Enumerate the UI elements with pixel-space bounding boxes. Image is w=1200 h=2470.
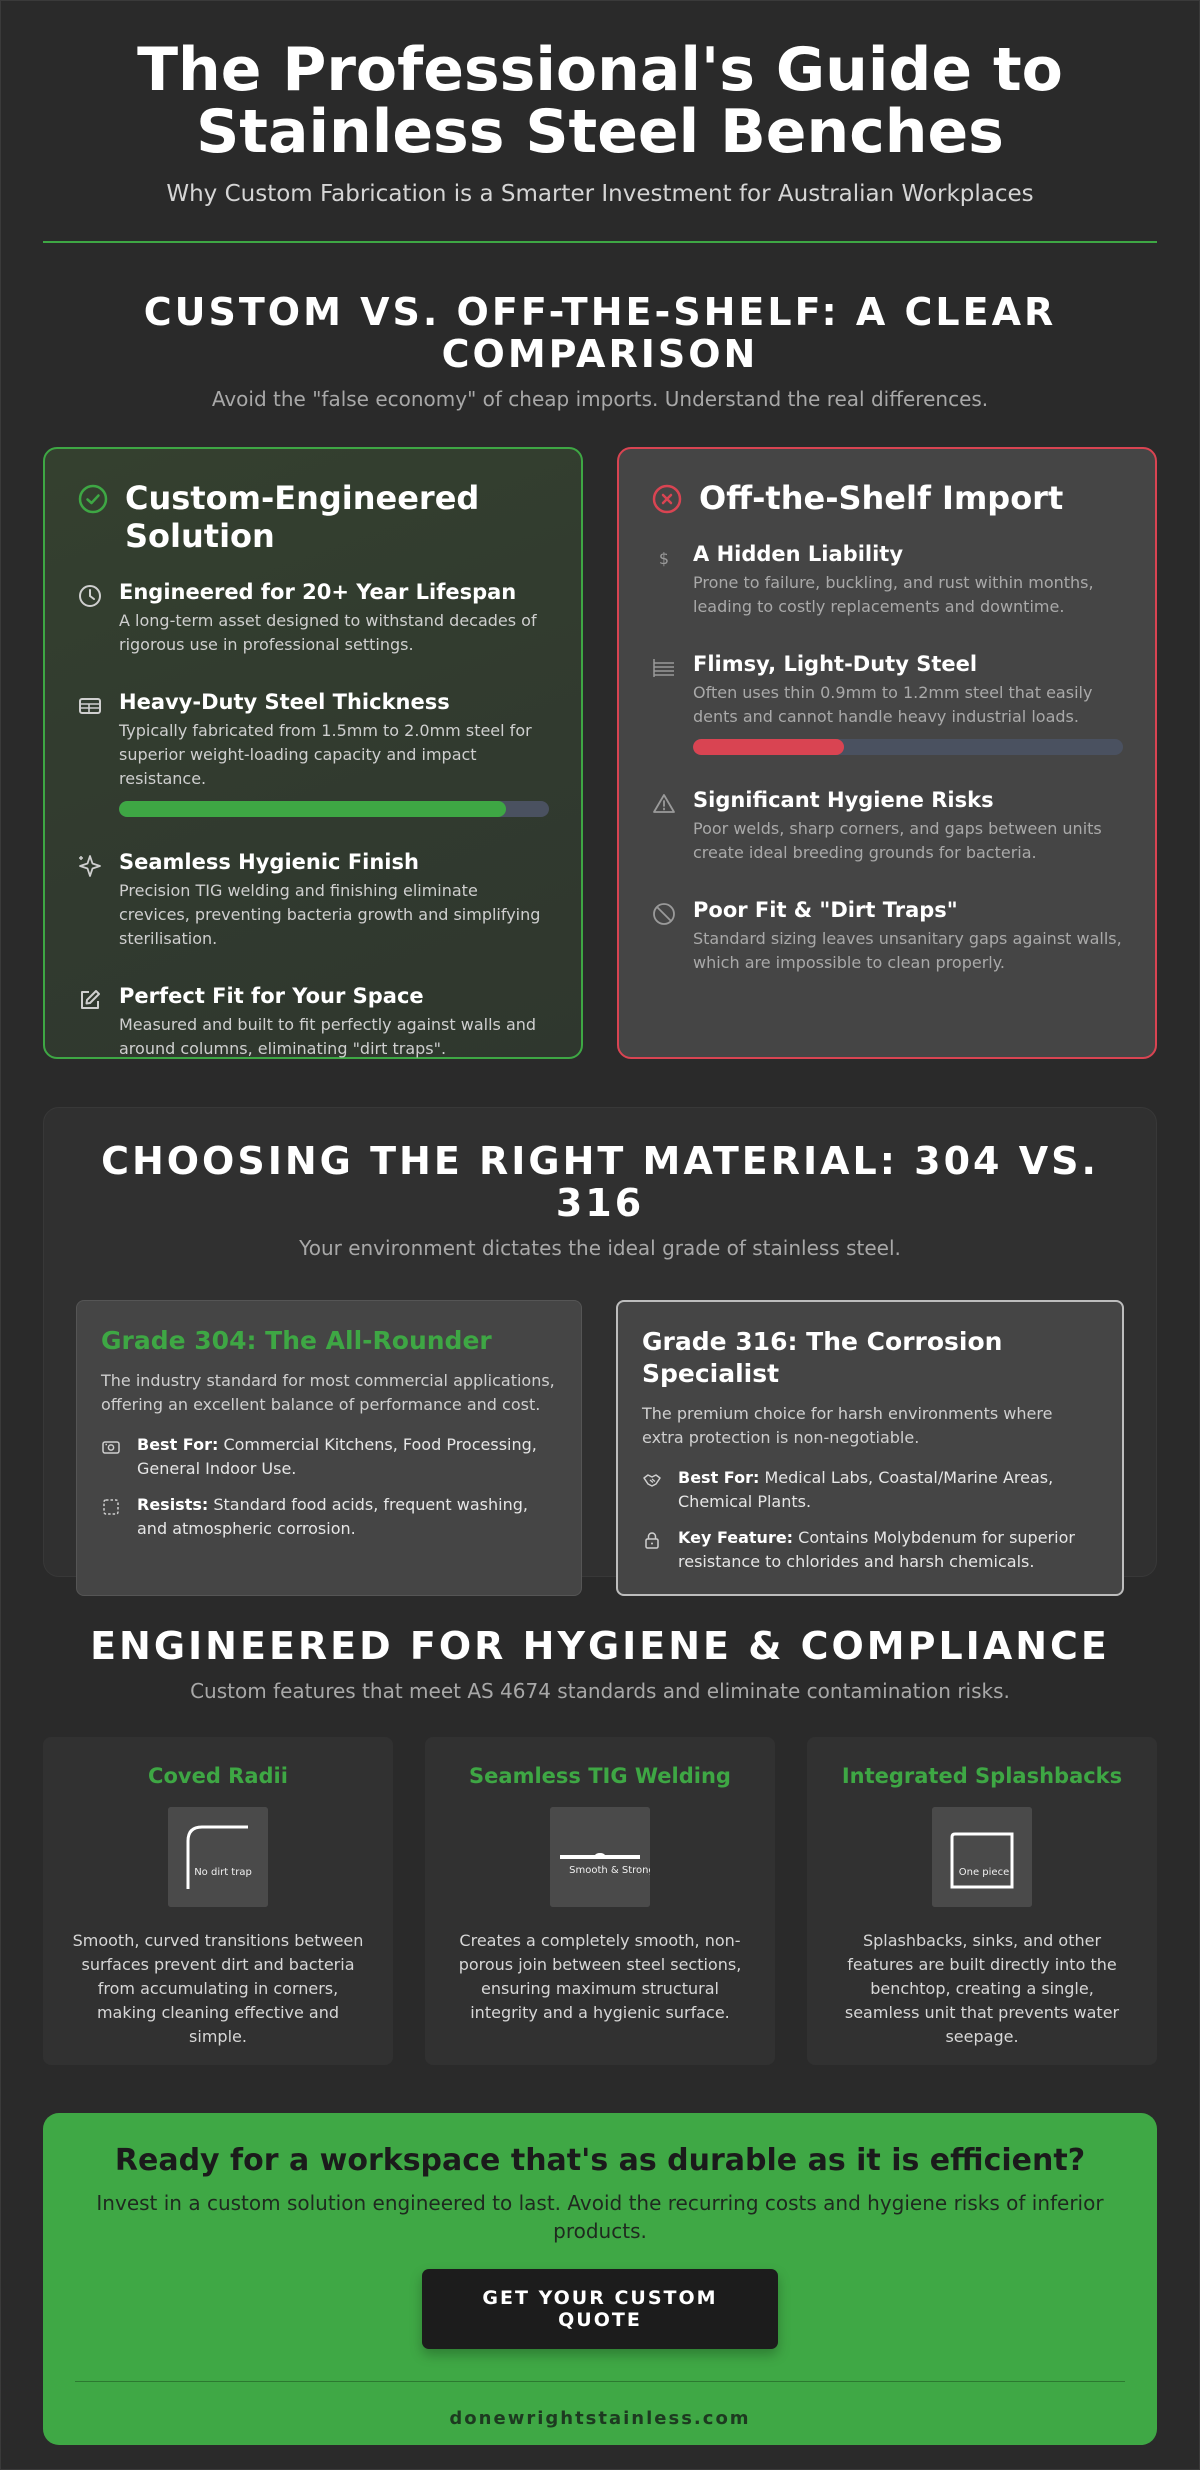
custom-item: [77, 849, 549, 951]
grade-316-key-feature: [642, 1526, 1098, 1574]
import-card: [617, 447, 1157, 1059]
appliance-icon: [101, 1437, 121, 1457]
light-steel-bar-fill: [693, 739, 844, 755]
feature-card-desc: Splashbacks, sinks, and other features are built directly into the benchtop, creating a single, seamless unit that prevents water seepage.: [844, 1931, 1120, 2046]
dashed-square-icon: [101, 1497, 121, 1517]
warning-icon: [651, 791, 677, 817]
coved-icon-label: No dirt trap: [194, 1867, 252, 1878]
hygiene-subtitle: Custom features that meet AS 4674 standards and eliminate contamination risks.: [190, 1679, 1010, 1703]
feature-card-splashbacks: [807, 1737, 1157, 2065]
lock-icon: [642, 1530, 662, 1550]
grade-304-best-for-label: Best For:: [137, 1435, 219, 1454]
material-title: CHOOSING THE RIGHT MATERIAL: 304 VS. 316: [101, 1139, 1099, 1225]
custom-item: [77, 579, 549, 657]
steel-thickness-bar-fill: [119, 801, 506, 817]
custom-item-desc: Typically fabricated from 1.5mm to 2.0mm steel for superior weight-loading capacity and impact resistance.: [119, 721, 532, 788]
grade-316-key-feature-text: Contains Molybdenum for superior resistance to chlorides and harsh chemicals.: [678, 1528, 1075, 1571]
cta-section: [43, 2113, 1157, 2445]
import-item-desc: Standard sizing leaves unsanitary gaps against walls, which are impossible to clean properly.: [693, 929, 1122, 972]
handshake-icon: [642, 1470, 662, 1490]
comparison-section: [43, 243, 1157, 1059]
cta-subtext: Invest in a custom solution engineered to last. Avoid the recurring costs and hygiene risks of inferior products.: [96, 2191, 1104, 2243]
dollar-icon: [651, 545, 677, 571]
grade-316-card: [616, 1300, 1124, 1596]
import-item-desc: Prone to failure, buckling, and rust within months, leading to costly replacements and downtime.: [693, 573, 1094, 616]
feature-card-title: Coved Radii: [148, 1764, 288, 1788]
sparkle-icon: [77, 853, 103, 879]
feature-card-coved-radii: [43, 1737, 393, 2065]
website-link[interactable]: donewrightstainless.com: [449, 2408, 751, 2429]
coved-corner-icon: [168, 1807, 268, 1907]
import-item: [651, 541, 1123, 619]
material-section: [43, 1107, 1157, 1577]
svg-text:$: $: [658, 549, 670, 568]
custom-item-desc: Precision TIG welding and finishing eliminate crevices, preventing bacteria growth and simplifying sterilisation.: [119, 881, 541, 948]
clock-icon: [77, 583, 103, 609]
weld-icon-label: Smooth & Strong: [569, 1865, 650, 1876]
custom-item-title: Engineered for 20+ Year Lifespan: [119, 580, 517, 604]
import-item: [651, 787, 1123, 865]
import-item-title: A Hidden Liability: [693, 542, 904, 566]
grade-304-best-for: [101, 1433, 557, 1481]
material-subtitle: Your environment dictates the ideal grade of stainless steel.: [299, 1236, 901, 1260]
custom-card-heading: Custom-Engineered Solution: [125, 479, 480, 555]
grade-304-resists-label: Resists:: [137, 1495, 209, 1514]
grade-316-best-for-label: Best For:: [678, 1468, 760, 1487]
page-title: [43, 35, 1157, 167]
import-item-title: Poor Fit & "Dirt Traps": [693, 898, 958, 922]
feature-card-title: Seamless TIG Welding: [469, 1764, 731, 1788]
feature-card-title: Integrated Splashbacks: [841, 1764, 1123, 1788]
import-item: [651, 897, 1123, 975]
splashback-icon-label: One piece: [958, 1867, 1010, 1878]
grade-316-heading: Grade 316: The Corrosion Specialist: [642, 1327, 1003, 1388]
comparison-subtitle: Avoid the "false economy" of cheap imports. Understand the real differences.: [211, 387, 989, 411]
feature-card-desc: Smooth, curved transitions between surfaces prevent dirt and bacteria from accumulating in corners, making cleaning effective and simple.: [72, 1931, 364, 2046]
import-card-heading: Off-the-Shelf Import: [699, 479, 1064, 517]
grade-304-card: [76, 1300, 582, 1596]
import-item-title: Flimsy, Light-Duty Steel: [693, 652, 978, 676]
page-header: [43, 1, 1157, 243]
light-steel-bar: [693, 739, 1123, 755]
import-item-desc: Often uses thin 0.9mm to 1.2mm steel that easily dents and cannot handle heavy industrial loads.: [693, 683, 1093, 726]
page-subtitle: Why Custom Fabrication is a Smarter Investment for Australian Workplaces: [166, 181, 1034, 207]
import-item-desc: Poor welds, sharp corners, and gaps between units create ideal breeding grounds for bacteria.: [693, 819, 1102, 862]
custom-item-title: Perfect Fit for Your Space: [119, 984, 424, 1008]
custom-item-desc: A long-term asset designed to withstand decades of rigorous use in professional settings.: [119, 611, 537, 654]
grade-304-best-for-text: Commercial Kitchens, Food Processing, General Indoor Use.: [137, 1435, 537, 1478]
grade-304-desc: The industry standard for most commercial applications, offering an excellent balance of performance and cost.: [101, 1371, 555, 1414]
grade-316-best-for-text: Medical Labs, Coastal/Marine Areas, Chemical Plants.: [678, 1468, 1054, 1511]
cta-heading: Ready for a workspace that's as durable as it is efficient?: [114, 2143, 1086, 2178]
hygiene-section: [43, 1577, 1157, 2065]
grade-304-resists: [101, 1493, 557, 1541]
feature-card-tig-welding: [425, 1737, 775, 2065]
import-item: [651, 651, 1123, 755]
splashback-icon: [932, 1807, 1032, 1907]
custom-item-desc: Measured and built to fit perfectly against walls and around columns, eliminating "dirt traps".: [119, 1015, 537, 1058]
get-quote-button[interactable]: GET YOUR CUSTOM QUOTE: [422, 2269, 778, 2349]
steel-thickness-bar: [119, 801, 549, 817]
cta-divider: [75, 2381, 1125, 2382]
no-entry-icon: [651, 901, 677, 927]
x-circle-icon: [651, 483, 683, 515]
edit-icon: [77, 987, 103, 1013]
check-circle-icon: [77, 483, 109, 515]
page-title-line2: Stainless Steel Benches: [196, 97, 1004, 167]
weld-seam-icon: [550, 1807, 650, 1907]
layers-icon: [77, 693, 103, 719]
import-item-title: Significant Hygiene Risks: [693, 788, 994, 812]
feature-card-desc: Creates a completely smooth, non-porous join between steel sections, ensuring maximum structural integrity and a hygienic surface.: [458, 1931, 742, 2022]
page-title-line1: The Professional's Guide to: [137, 35, 1063, 105]
custom-item: [77, 689, 549, 817]
grade-304-heading: Grade 304: The All-Rounder: [101, 1326, 492, 1355]
grade-316-best-for: [642, 1466, 1098, 1514]
thin-layers-icon: [651, 655, 677, 681]
grade-316-desc: The premium choice for harsh environments where extra protection is non-negotiable.: [642, 1404, 1053, 1447]
custom-item-title: Heavy-Duty Steel Thickness: [119, 690, 450, 714]
grade-316-key-feature-label: Key Feature:: [678, 1528, 794, 1547]
hygiene-title: ENGINEERED FOR HYGIENE & COMPLIANCE: [90, 1624, 1110, 1668]
grade-304-resists-text: Standard food acids, frequent washing, and atmospheric corrosion.: [137, 1495, 528, 1538]
custom-item: [77, 983, 549, 1061]
custom-item-title: Seamless Hygienic Finish: [119, 850, 419, 874]
comparison-title: CUSTOM VS. OFF-THE-SHELF: A CLEAR COMPARISON: [143, 290, 1057, 376]
custom-solution-card: [43, 447, 583, 1059]
